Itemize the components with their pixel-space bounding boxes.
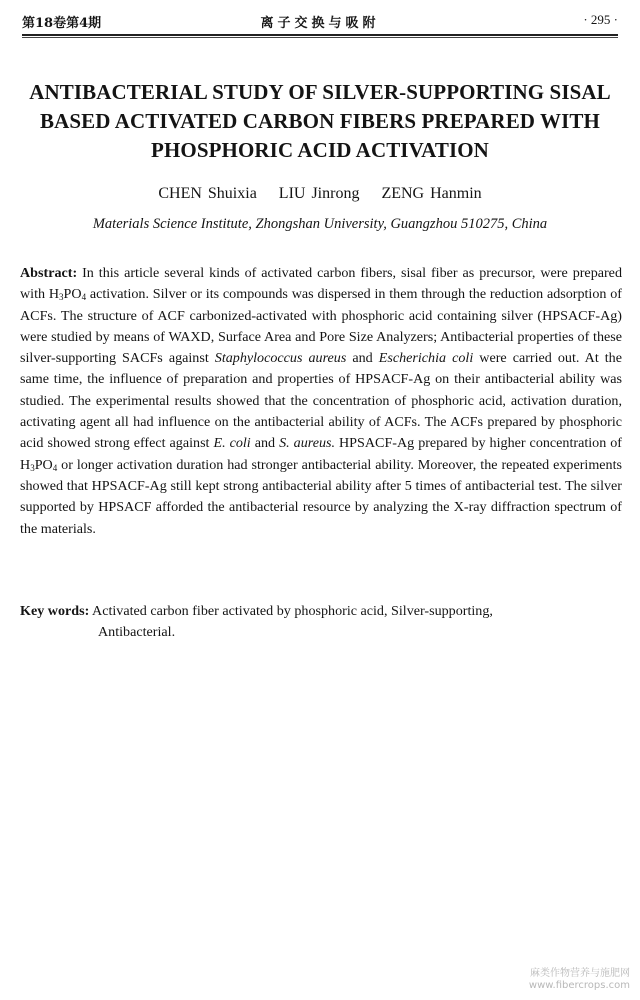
affiliation: Materials Science Institute, Zhongshan University, Guangzhou 510275, China: [92, 216, 548, 232]
abstract-text: In this article several kinds of activated carbon fibers, sisal fiber as precursor, were prepared with H: [20, 265, 622, 303]
subscript: 4: [52, 462, 58, 473]
journal-name: 离子交换与吸附: [260, 16, 380, 31]
abstract-text: were carried out. At the same time, the influence of preparation and properties of HPSACF-Ag on their antibacterial ability was studied. The experimental results showed that the concentration of phosphoric acid, activation duration, activating agent all had influence on the antibacterial ability of ACFs. The ACFs prepared by phosphoric acid showed strong effect against: [20, 350, 622, 452]
abstract-text: PO: [63, 286, 82, 303]
abstract-label: Abstract:: [20, 265, 78, 281]
author-name: CHEN Shuixia: [158, 185, 257, 202]
header-rule: [22, 34, 618, 36]
species-name: Staphylococcus aureus: [214, 350, 347, 367]
subscript: 3: [30, 462, 35, 473]
header-rule-thin: [22, 37, 618, 38]
running-header: [22, 10, 618, 32]
subscript: 3: [59, 292, 64, 303]
watermark-line: www.fibercrops.com: [528, 980, 630, 991]
site-watermark: [529, 968, 630, 992]
species-name: S. aureus.: [279, 435, 336, 452]
keywords-text: Antibacterial.: [98, 624, 176, 641]
author-list: [0, 185, 640, 203]
abstract-text: and: [346, 350, 379, 367]
abstract-text: and: [250, 435, 280, 452]
author-name: ZENG Hanmin: [381, 185, 482, 202]
keywords-text: Activated carbon fiber activated by phosphoric acid, Silver-supporting,: [92, 603, 493, 619]
watermark-line: 麻类作物营养与施肥网: [530, 968, 630, 979]
paper-title: ANTIBACTERIAL STUDY OF SILVER-SUPPORTING SISAL BASED ACTIVATED CARBON FIBERS PREPARED WITH PHOSPHORIC ACID ACTIVATION: [29, 80, 611, 162]
page-number: · 295 ·: [583, 12, 618, 27]
volume-issue: 第18卷第4期: [22, 16, 102, 31]
keywords: [20, 601, 622, 644]
abstract-text: activation. Silver or its compounds was dispersed in them through the reduction adsorption of ACFs. The structure of ACF carbonized-activated with phosphoric acid containing silver (HPSACF-Ag) were studied by means of WAXD, Surface Area and Pore Size Analyzers; Antibacterial properties of these silver-supporting SACFs against: [20, 286, 622, 367]
keywords-label: Key words:: [20, 603, 90, 619]
author-name: LIU Jinrong: [278, 185, 360, 202]
abstract-text: PO: [34, 456, 53, 473]
species-name: Escherichia coli: [378, 350, 474, 367]
abstract-text: or longer activation duration had stronger antibacterial ability. Moreover, the repeated experiments showed that HPSACF-Ag still kept strong antibacterial ability after 5 times of antibacterial test. The silver supported by HPSACF afforded the antibacterial resource by analyzing the X-ray diffraction spectrum of the materials.: [20, 456, 622, 537]
subscript: 4: [81, 292, 87, 303]
species-name: E. coli: [213, 435, 251, 452]
abstract: [20, 263, 622, 540]
abstract-text: HPSACF-Ag prepared by higher concentration of H: [20, 435, 622, 473]
